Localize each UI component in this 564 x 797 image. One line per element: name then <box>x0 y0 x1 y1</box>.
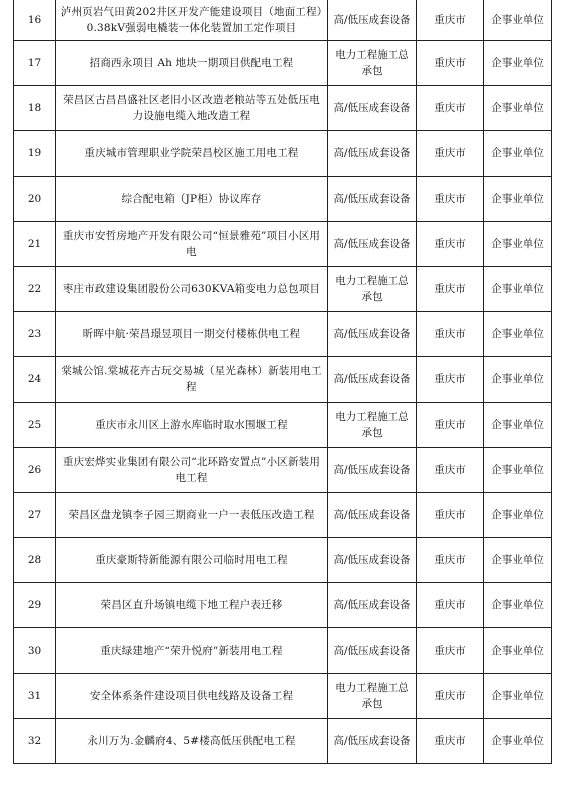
project-name: 重庆豪斯特新能源有限公司临时用电工程 <box>56 538 328 583</box>
project-type: 高/低压成套设备 <box>328 176 417 221</box>
project-type: 高/低压成套设备 <box>328 583 417 628</box>
project-type: 高/低压成套设备 <box>328 131 417 176</box>
project-type: 高/低压成套设备 <box>328 628 417 673</box>
project-name: 重庆市永川区上游水库临时取水围堰工程 <box>56 402 328 447</box>
project-name: 招商西永项目 Ah 地块一期项目供配电工程 <box>56 41 328 86</box>
table-row <box>14 357 552 402</box>
table-row <box>14 492 552 537</box>
table-row <box>14 221 552 266</box>
row-number: 27 <box>14 492 56 537</box>
project-city: 重庆市 <box>417 628 484 673</box>
project-city: 重庆市 <box>417 583 484 628</box>
project-name: 永川万为.金麟府4、5#楼高低压供配电工程 <box>56 718 328 763</box>
project-city: 重庆市 <box>417 402 484 447</box>
project-name: 重庆绿建地产“荣升悦府”新装用电工程 <box>56 628 328 673</box>
project-name: 枣庄市政建设集团股份公司630KVA箱变电力总包项目 <box>56 266 328 311</box>
table-row <box>14 131 552 176</box>
table-row <box>14 628 552 673</box>
project-name: 棠城公馆.棠城花卉古玩交易城（星光森林）新装用电工程 <box>56 357 328 402</box>
client-unit: 企事业单位 <box>484 86 552 131</box>
client-unit: 企事业单位 <box>484 583 552 628</box>
project-type: 高/低压成套设备 <box>328 312 417 357</box>
client-unit: 企事业单位 <box>484 538 552 583</box>
project-name: 重庆宏烨实业集团有限公司“北环路安置点”小区新装用电工程 <box>56 447 328 492</box>
project-name: 荣昌区直升场镇电缆下地工程户表迁移 <box>56 583 328 628</box>
project-type: 电力工程施工总承包 <box>328 673 417 718</box>
project-city: 重庆市 <box>417 492 484 537</box>
project-city: 重庆市 <box>417 0 484 41</box>
project-city: 重庆市 <box>417 357 484 402</box>
project-type: 高/低压成套设备 <box>328 0 417 41</box>
row-number: 17 <box>14 41 56 86</box>
project-city: 重庆市 <box>417 266 484 311</box>
project-type: 电力工程施工总承包 <box>328 402 417 447</box>
project-city: 重庆市 <box>417 718 484 763</box>
row-number: 21 <box>14 221 56 266</box>
client-unit: 企事业单位 <box>484 402 552 447</box>
table-row <box>14 447 552 492</box>
project-city: 重庆市 <box>417 673 484 718</box>
row-number: 24 <box>14 357 56 402</box>
project-type: 电力工程施工总承包 <box>328 266 417 311</box>
project-city: 重庆市 <box>417 41 484 86</box>
row-number: 31 <box>14 673 56 718</box>
table-row <box>14 266 552 311</box>
row-number: 26 <box>14 447 56 492</box>
client-unit: 企事业单位 <box>484 312 552 357</box>
client-unit: 企事业单位 <box>484 673 552 718</box>
row-number: 32 <box>14 718 56 763</box>
client-unit: 企事业单位 <box>484 176 552 221</box>
project-type: 高/低压成套设备 <box>328 538 417 583</box>
client-unit: 企事业单位 <box>484 41 552 86</box>
row-number: 18 <box>14 86 56 131</box>
table-row <box>14 718 552 763</box>
client-unit: 企事业单位 <box>484 221 552 266</box>
client-unit: 企事业单位 <box>484 266 552 311</box>
table-row <box>14 402 552 447</box>
table-row <box>14 583 552 628</box>
client-unit: 企事业单位 <box>484 357 552 402</box>
client-unit: 企事业单位 <box>484 628 552 673</box>
project-name: 安全体系条件建设项目供电线路及设备工程 <box>56 673 328 718</box>
project-name: 重庆城市管理职业学院荣昌校区施工用电工程 <box>56 131 328 176</box>
table-row <box>14 176 552 221</box>
row-number: 23 <box>14 312 56 357</box>
table-row <box>14 673 552 718</box>
project-city: 重庆市 <box>417 86 484 131</box>
project-name: 荣昌区盘龙镇李子园三期商业一户一表低压改造工程 <box>56 492 328 537</box>
row-number: 28 <box>14 538 56 583</box>
row-number: 20 <box>14 176 56 221</box>
client-unit: 企事业单位 <box>484 447 552 492</box>
project-type: 电力工程施工总承包 <box>328 41 417 86</box>
project-table-body <box>14 0 552 764</box>
table-row <box>14 86 552 131</box>
project-city: 重庆市 <box>417 538 484 583</box>
row-number: 22 <box>14 266 56 311</box>
client-unit: 企事业单位 <box>484 492 552 537</box>
client-unit: 企事业单位 <box>484 131 552 176</box>
project-city: 重庆市 <box>417 221 484 266</box>
client-unit: 企事业单位 <box>484 718 552 763</box>
project-name: 荣昌区古昌昌盛社区老旧小区改造老粮站等五处低压电力设施电缆入地改造工程 <box>56 86 328 131</box>
row-number: 25 <box>14 402 56 447</box>
table-row <box>14 41 552 86</box>
project-city: 重庆市 <box>417 312 484 357</box>
row-number: 19 <box>14 131 56 176</box>
table-row <box>14 0 552 41</box>
project-city: 重庆市 <box>417 131 484 176</box>
project-name: 泸州页岩气田黄202井区开发产能建设项目（地面工程）0.38kV强弱电橇装一体化装置加工定作项目 <box>56 0 328 41</box>
project-type: 高/低压成套设备 <box>328 357 417 402</box>
project-name: 综合配电箱（JP柜）协议库存 <box>56 176 328 221</box>
row-number: 29 <box>14 583 56 628</box>
project-type: 高/低压成套设备 <box>328 221 417 266</box>
project-type: 高/低压成套设备 <box>328 718 417 763</box>
table-row <box>14 312 552 357</box>
project-city: 重庆市 <box>417 176 484 221</box>
project-type: 高/低压成套设备 <box>328 447 417 492</box>
table-row <box>14 538 552 583</box>
project-city: 重庆市 <box>417 447 484 492</box>
project-type: 高/低压成套设备 <box>328 492 417 537</box>
project-name: 重庆市安哲房地产开发有限公司“恒景雅苑”项目小区用电 <box>56 221 328 266</box>
client-unit: 企事业单位 <box>484 0 552 41</box>
project-table <box>13 0 552 764</box>
project-type: 高/低压成套设备 <box>328 86 417 131</box>
project-name: 昕晖中航·荣昌璟昱项目一期交付楼栋供电工程 <box>56 312 328 357</box>
row-number: 16 <box>14 0 56 41</box>
row-number: 30 <box>14 628 56 673</box>
